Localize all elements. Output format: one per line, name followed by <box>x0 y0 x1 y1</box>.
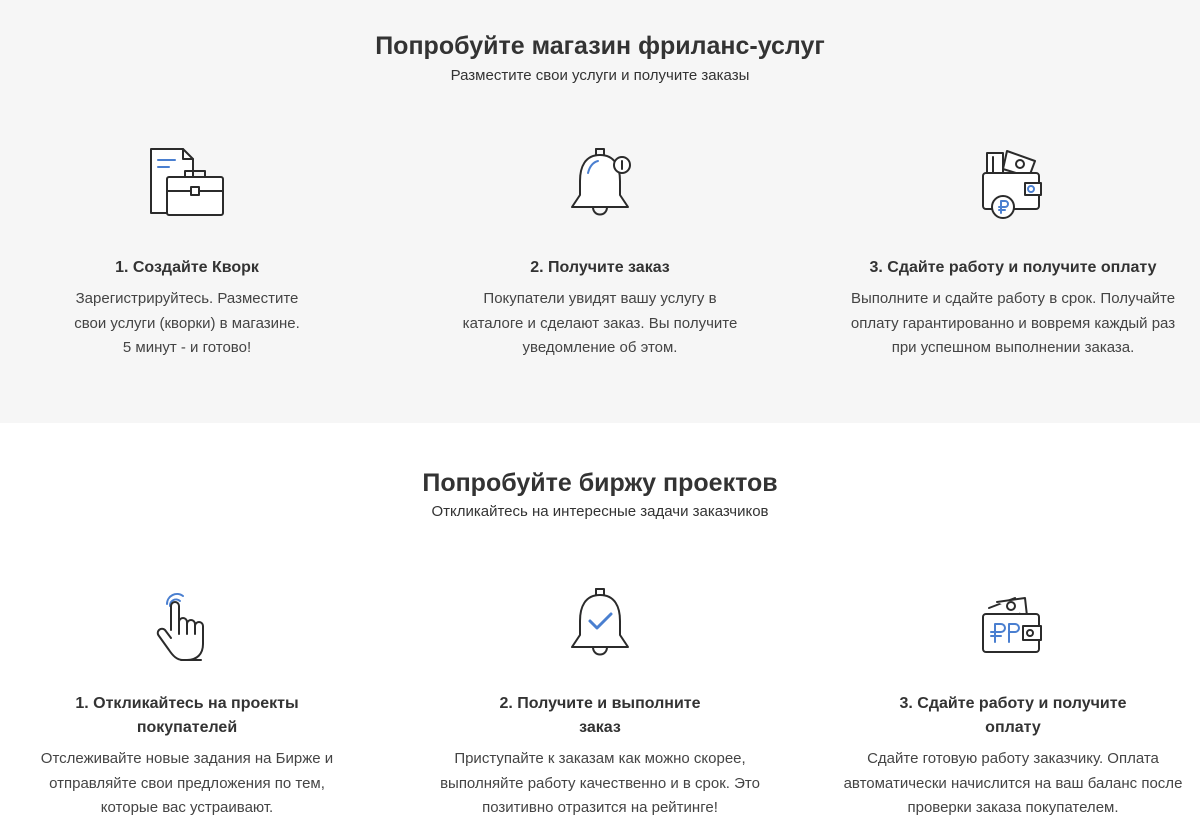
exchange-step-title: 2. Получите и выполните заказ <box>499 695 701 736</box>
kwork-step-payment <box>813 0 1200 423</box>
kwork-section-title: Попробуйте магазин фриланс-услуг <box>375 32 825 60</box>
document-briefcase-icon <box>147 143 227 223</box>
kwork-step-create <box>27 0 347 423</box>
kwork-step-title: 1. Создайте Кворк <box>115 259 259 276</box>
exchange-step-title: 3. Сдайте работу и получите оплату <box>899 695 1127 736</box>
exchange-step-execute <box>400 423 800 840</box>
exchange-section-subtitle: Откликайтесь на интересные задачи заказчиков <box>431 503 769 520</box>
exchange-step-payment <box>813 423 1200 840</box>
wallet-money-icon <box>973 588 1053 668</box>
exchange-step-text: Сдайте готовую работу заказчику. Оплата автоматически начислится на ваш баланс после проверки заказа покупателем. <box>843 750 1183 816</box>
kwork-step-title: 3. Сдайте работу и получите оплату <box>869 259 1157 276</box>
wallet-ruble-icon <box>973 143 1053 223</box>
exchange-step-text: Отслеживайте новые задания на Бирже и отправляйте свои предложения по тем, которые вас устраивают. <box>40 750 334 816</box>
kwork-step-text: Зарегистрируйтесь. Разместите свои услуги (кворки) в магазине. 5 минут - и готово! <box>74 290 300 356</box>
exchange-step-respond <box>0 423 387 840</box>
exchange-section-title: Попробуйте биржу проектов <box>422 469 778 497</box>
exchange-step-text: Приступайте к заказам как можно скорее, выполняйте работу качественно и в срок. Это позитивно отразится на рейтинге! <box>440 750 760 816</box>
exchange-step-title: 1. Откликайтесь на проекты покупателей <box>75 695 299 736</box>
project-exchange-section <box>0 423 1200 840</box>
kwork-step-text: Покупатели увидят вашу услугу в каталоге и сделают заказ. Вы получите уведомление об этом. <box>462 290 738 356</box>
bell-check-icon <box>560 583 640 663</box>
kwork-step-text: Выполните и сдайте работу в срок. Получайте оплату гарантированно и вовремя каждый раз при успешном выполнении заказа. <box>850 290 1176 356</box>
hand-tap-icon <box>147 588 227 668</box>
kwork-step-title: 2. Получите заказ <box>530 259 670 276</box>
bell-icon <box>560 143 640 223</box>
kwork-section-subtitle: Разместите свои услуги и получите заказы <box>450 67 750 84</box>
kwork-step-order <box>400 0 800 423</box>
